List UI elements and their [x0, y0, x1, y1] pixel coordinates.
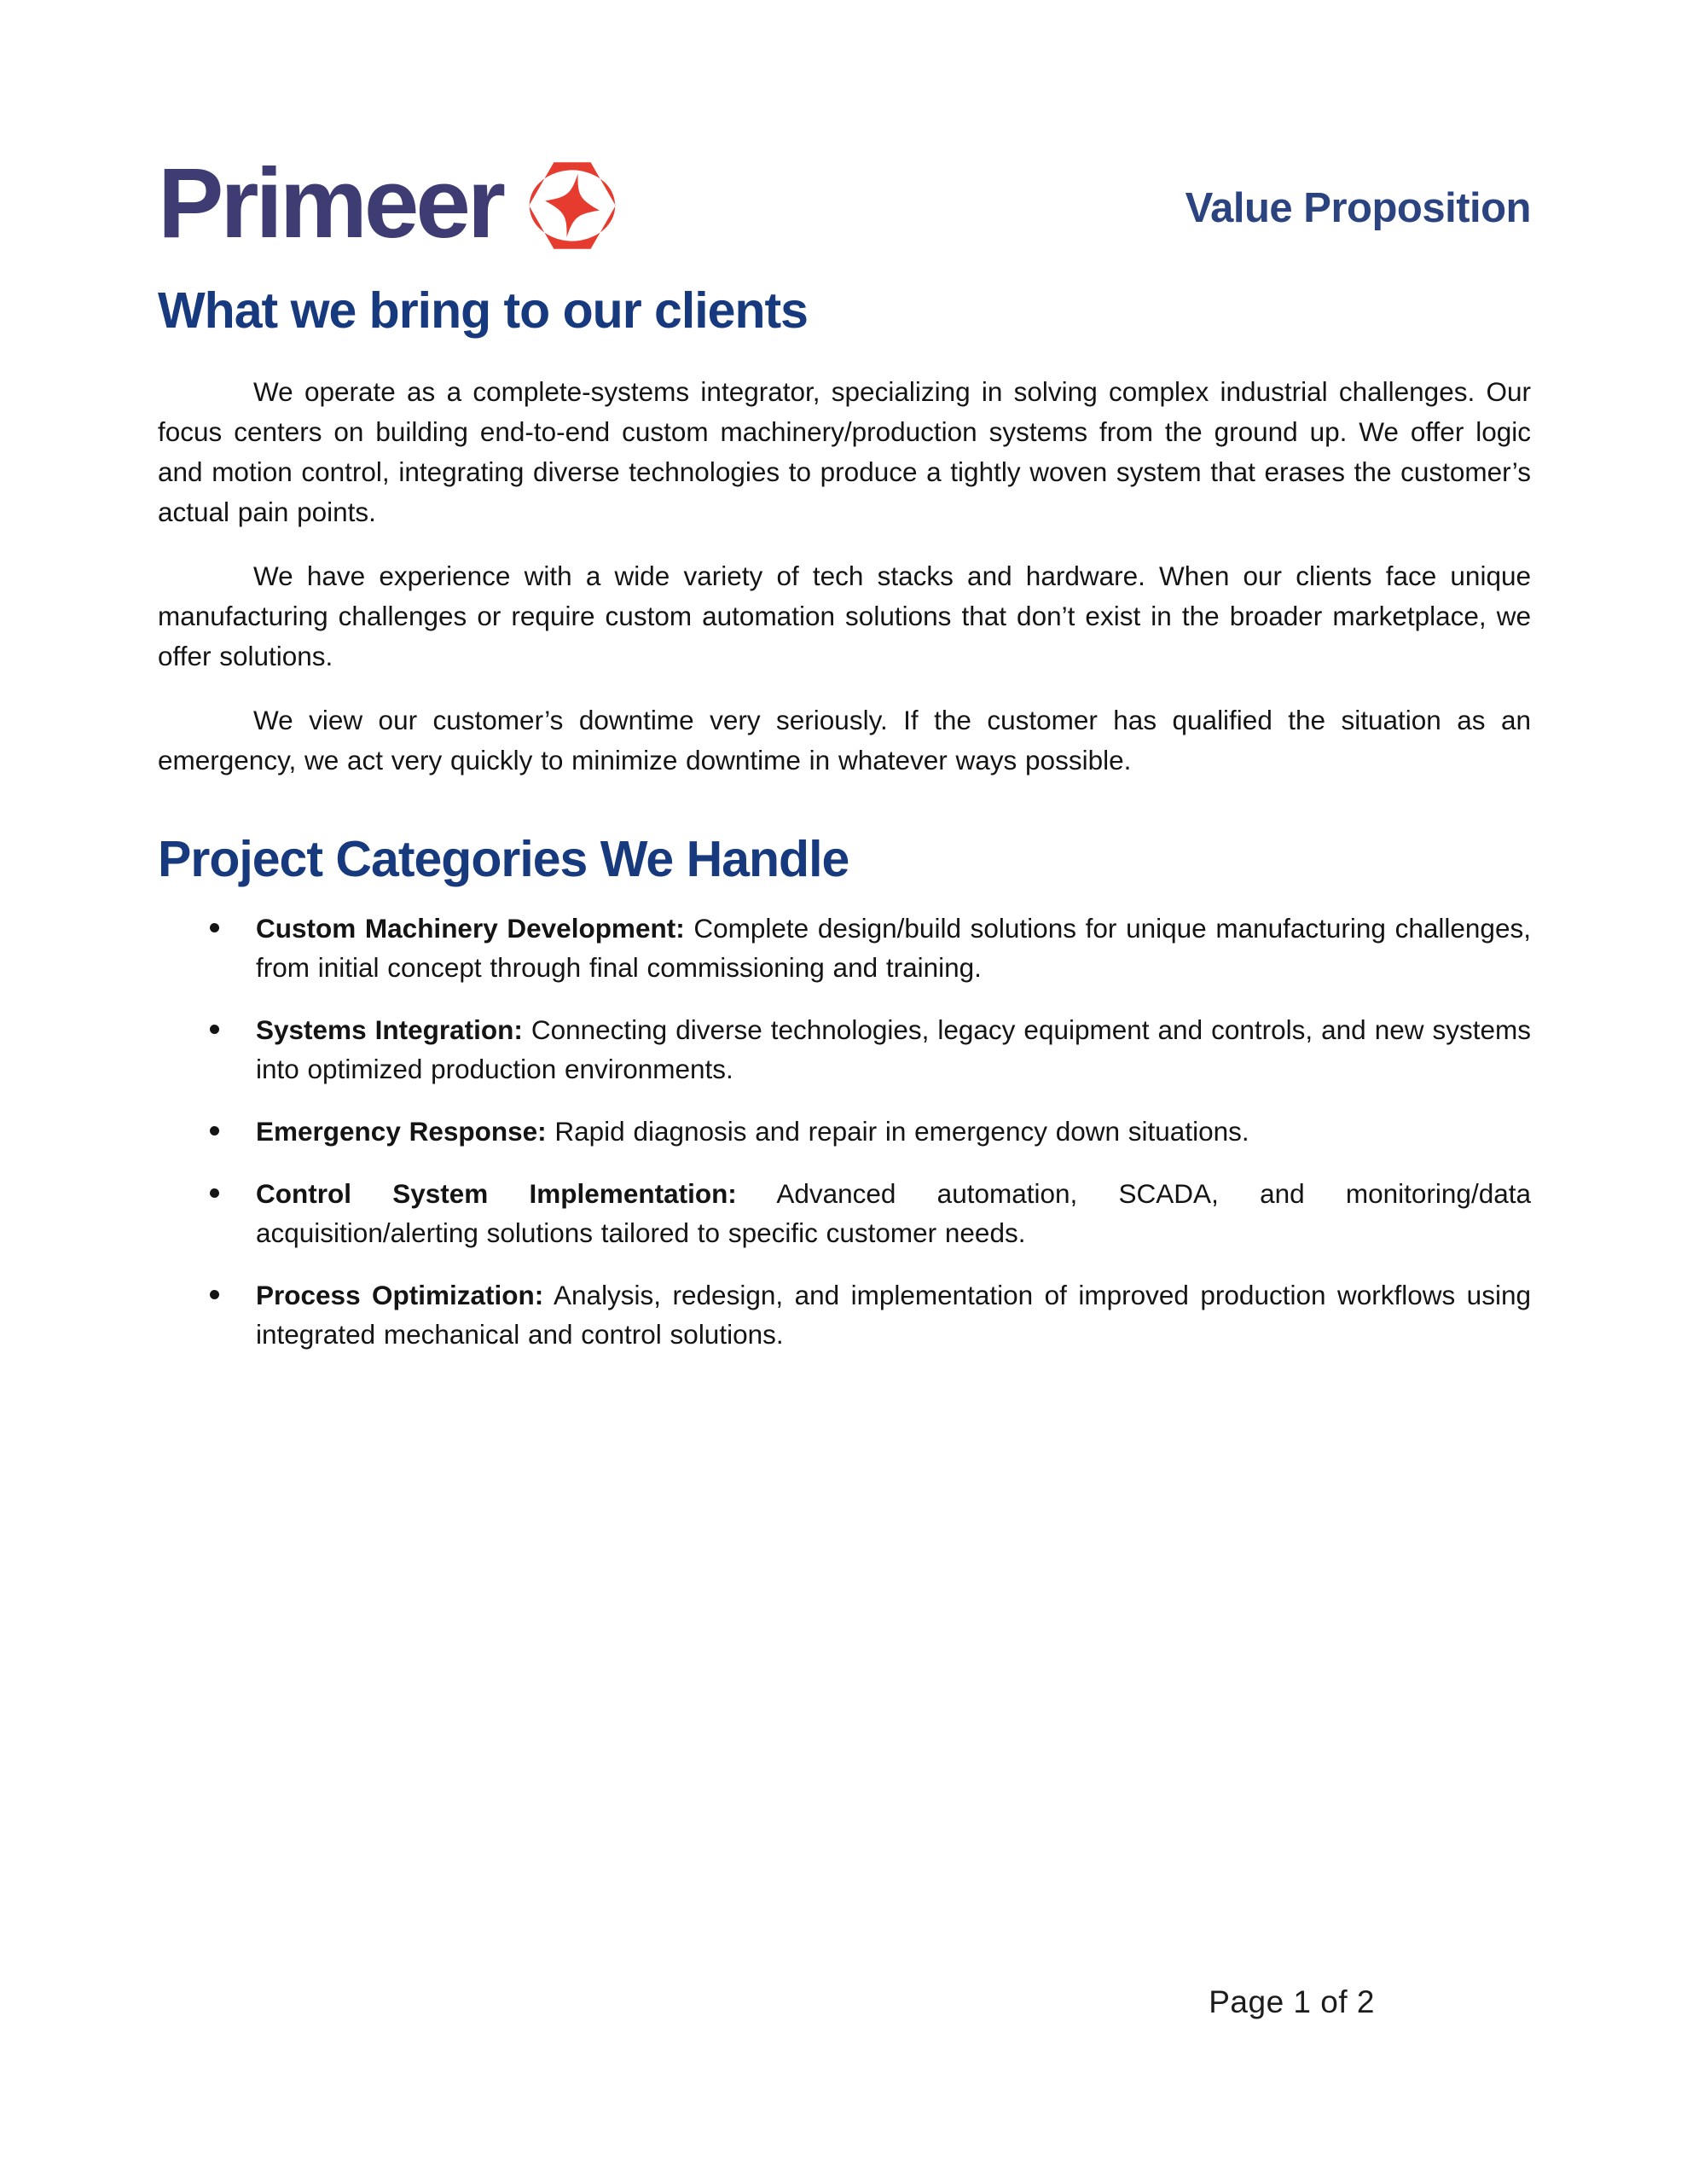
hexagon-spark-icon [526, 160, 618, 252]
document-title: Value Proposition [1185, 185, 1531, 231]
project-categories-list [158, 909, 1531, 1354]
bullet-marker [210, 1290, 219, 1299]
section-heading-project-categories: Project Categories We Handle [158, 830, 849, 887]
page-content [158, 0, 1532, 2019]
list-item-emergency-response [158, 1112, 1531, 1151]
paragraph-systems-integrator: We operate as a complete-systems integrator, specializing in solving complex industrial challenges. Our focus centers on building end-to-end custom machinery/production systems from the ground up. We offer logic and motion control, integrating diverse technologies to produce a tightly woven system that erases the customer’s actual pain points. [158, 375, 1531, 527]
paragraph-downtime: We view our customer’s downtime very seriously. If the customer has qualified the situation as an emergency, we act very quickly to minimize downtime in whatever ways possible. [158, 704, 1531, 775]
list-item-control-system [158, 1174, 1531, 1252]
bullet-label: Custom Machinery Development: [256, 912, 685, 944]
bullet-text: Rapid diagnosis and repair in emergency down situations. [554, 1115, 1249, 1147]
paragraph-tech-stacks: We have experience with a wide variety of tech stacks and hardware. When our clients face unique manufacturing challenges or require custom automation solutions that don’t exist in the broader marketplace, we offer solutions. [158, 560, 1531, 671]
bullet-marker [210, 1188, 219, 1198]
bullet-label: Systems Integration: [256, 1014, 523, 1045]
bullet-text: Complete design/build solutions for unique manufacturing challenges, from initial concept through final commissioning and training. [256, 912, 1531, 983]
page-header [158, 148, 1531, 258]
bullet-label: Control System Implementation: [256, 1177, 737, 1209]
bullet-label: Process Optimization: [256, 1279, 544, 1310]
page-number: Page 1 of 2 [1209, 1984, 1375, 2019]
logo-wordmark: Primeer [158, 148, 503, 258]
primeer-logo [158, 148, 618, 258]
list-item-custom-machinery [158, 909, 1531, 987]
bullet-marker [210, 1025, 219, 1034]
section-heading-what-we-bring: What we bring to our clients [158, 282, 808, 339]
list-item-systems-integration [158, 1010, 1531, 1089]
bullet-text: Analysis, redesign, and implementation of improved production workflows using integrated mechanical and control solutions. [256, 1279, 1531, 1350]
list-item-process-optimization [158, 1275, 1531, 1354]
bullet-text: Advanced automation, SCADA, and monitoring/data acquisition/alerting solutions tailored to specific customer needs. [256, 1177, 1532, 1248]
bullet-marker [210, 1126, 219, 1136]
bullet-text: Connecting diverse technologies, legacy equipment and controls, and new systems into optimized production environments. [256, 1014, 1531, 1084]
bullet-label: Emergency Response: [256, 1115, 547, 1147]
bullet-marker [210, 923, 219, 932]
